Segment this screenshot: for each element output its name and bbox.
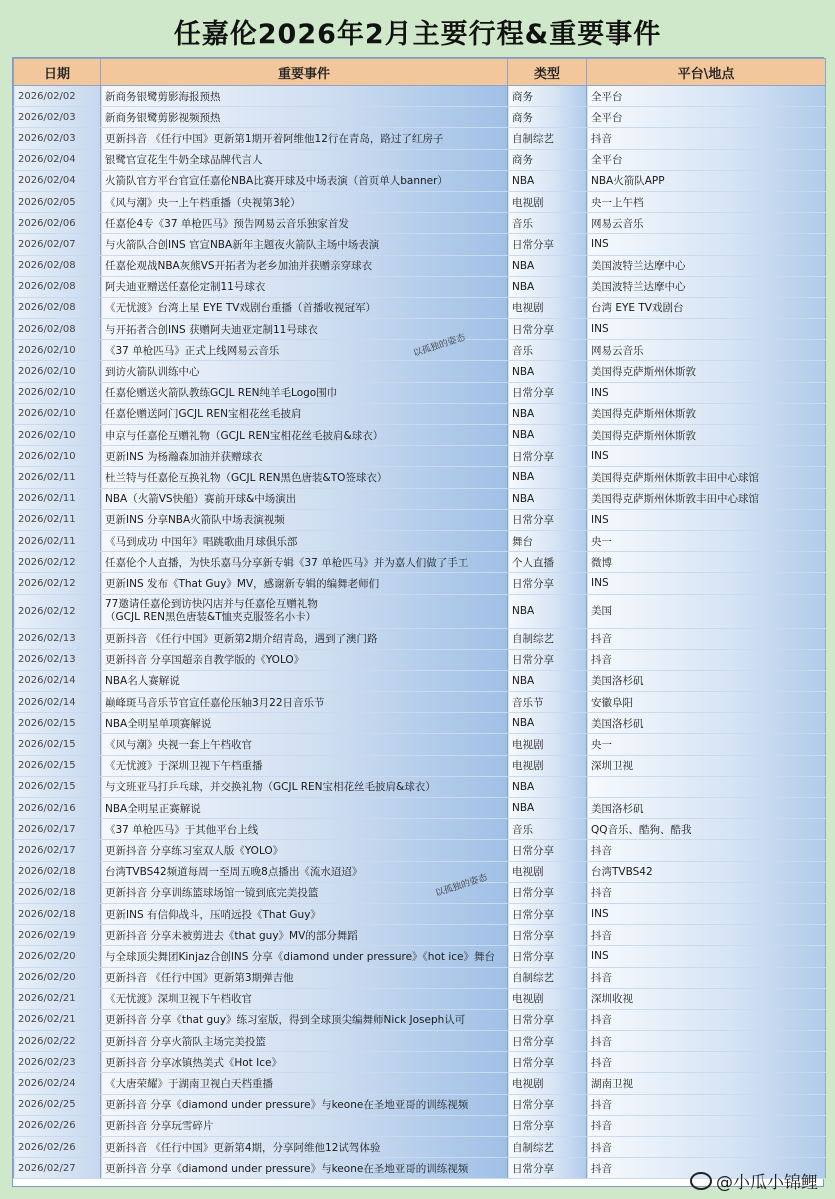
table-row [14,425,826,446]
cell-date: 2026/02/13 [14,649,101,670]
cell-date: 2026/02/19 [14,925,101,946]
cell-place: 美国得克萨斯州休斯敦 [587,403,826,424]
cell-place: 微博 [587,552,826,573]
cell-place: 抖音 [587,967,826,988]
cell-date: 2026/02/03 [14,128,101,149]
cell-place: 美国得克萨斯州休斯敦 [587,361,826,382]
cell-event: 杜兰特与任嘉伦互换礼物（GCJL REN黑色唐装&TO签球衣） [101,467,508,488]
cell-place: 安徽阜阳 [587,692,826,713]
cell-event: 更新抖音 分享练习室双人版《YOLO》 [101,840,508,861]
cell-type: 音乐 [508,213,587,234]
cell-type: NBA [508,467,587,488]
table-row [14,234,826,255]
cell-date: 2026/02/20 [14,967,101,988]
cell-type: NBA [508,361,587,382]
table-row [14,509,826,530]
table-row [14,1052,826,1073]
cell-event: 更新抖音 分享《diamond under pressure》与keone在圣地亚哥的训练视频 [101,1158,508,1179]
cell-place: 美国得克萨斯州休斯敦丰田中心球馆 [587,488,826,509]
cell-event: 《37 单枪匹马》正式上线网易云音乐 [101,340,508,361]
table-row [14,128,826,149]
cell-event: 任嘉伦观战NBA灰熊VS开拓者为老乡加油并获赠亲穿球衣 [101,255,508,276]
cell-type: NBA [508,776,587,797]
table-row [14,692,826,713]
cell-type: 电视剧 [508,988,587,1009]
cell-place: 网易云音乐 [587,213,826,234]
cell-place: 网易云音乐 [587,340,826,361]
cell-event: 77邀请任嘉伦到访快闪店并与任嘉伦互赠礼物 （GCJL REN黑色唐装&T恤夹克服签名小卡） [101,594,508,628]
cell-event: NBA全明星正赛解说 [101,798,508,819]
cell-type: 电视剧 [508,297,587,318]
cell-type: 日常分享 [508,1094,587,1115]
cell-date: 2026/02/15 [14,713,101,734]
cell-date: 2026/02/10 [14,425,101,446]
cell-place: 央一上午档 [587,191,826,212]
cell-event: 更新INS 发布《That Guy》MV，感谢新专辑的编舞老师们 [101,573,508,594]
cell-type: 日常分享 [508,840,587,861]
cell-date: 2026/02/15 [14,776,101,797]
cell-event: 更新抖音 分享训练篮球场馆一镜到底完美投篮 [101,882,508,903]
cell-type: 音乐节 [508,692,587,713]
cell-type: NBA [508,713,587,734]
cell-event: 与全球顶尖舞团Kinjaz合创INS 分享《diamond under pressure》《hot ice》舞台 [101,946,508,967]
cell-event: 阿夫迪亚赠送任嘉伦定制11号球衣 [101,276,508,297]
cell-date: 2026/02/11 [14,509,101,530]
cell-date: 2026/02/10 [14,382,101,403]
cell-type: 电视剧 [508,755,587,776]
table-row [14,776,826,797]
cell-place: 美国洛杉矶 [587,798,826,819]
cell-date: 2026/02/08 [14,255,101,276]
cell-date: 2026/02/13 [14,628,101,649]
cell-event: NBA名人赛解说 [101,670,508,691]
cell-event: NBA全明星单项赛解说 [101,713,508,734]
table-row [14,734,826,755]
cell-place: 抖音 [587,649,826,670]
cell-place: 抖音 [587,1009,826,1030]
cell-type: 商务 [508,149,587,170]
table-row [14,1073,826,1094]
cell-event: 《马到成功 中国年》唱跳歌曲月球俱乐部 [101,530,508,551]
table-body [14,86,826,1179]
cell-event: 《风与潮》央一上午档重播（央视第3轮） [101,191,508,212]
cell-date: 2026/02/24 [14,1073,101,1094]
table-row [14,276,826,297]
table-row [14,1137,826,1158]
table-row [14,594,826,628]
cell-place: 深圳卫视 [587,755,826,776]
cell-event: 《无忧渡》于深圳卫视下午档重播 [101,755,508,776]
cell-place: 美国波特兰达摩中心 [587,255,826,276]
cell-type: 日常分享 [508,946,587,967]
table-row [14,713,826,734]
cell-event: 更新INS 有信仰战斗，压哨远投《That Guy》 [101,903,508,924]
cell-place: 美国得克萨斯州休斯敦 [587,425,826,446]
cell-place: QQ音乐、酷狗、酷我 [587,819,826,840]
cell-date: 2026/02/21 [14,988,101,1009]
cell-place: INS [587,234,826,255]
table-row [14,86,826,107]
cell-date: 2026/02/14 [14,692,101,713]
cell-date: 2026/02/08 [14,297,101,318]
cell-type: 日常分享 [508,382,587,403]
cell-place: 抖音 [587,925,826,946]
cell-date: 2026/02/08 [14,276,101,297]
cell-date: 2026/02/12 [14,573,101,594]
cell-place: 台湾TVBS42 [587,861,826,882]
cell-event: 与开拓者合创INS 获赠阿夫迪亚定制11号球衣 [101,319,508,340]
cell-date: 2026/02/22 [14,1031,101,1052]
cell-event: 任嘉伦4专《37 单枪匹马》预告网易云音乐独家首发 [101,213,508,234]
table-row [14,1115,826,1136]
cell-event: 申京与任嘉伦互赠礼物（GCJL REN宝相花丝毛披肩&球衣） [101,425,508,446]
cell-place: 抖音 [587,1158,826,1179]
cell-type: NBA [508,594,587,628]
cell-event: 更新INS 分享NBA火箭队中场表演视频 [101,509,508,530]
weibo-icon [690,1172,712,1190]
cell-place: INS [587,319,826,340]
cell-date: 2026/02/27 [14,1158,101,1179]
cell-place [587,776,826,797]
cell-event: 任嘉伦赠送火箭队教练GCJL REN纯羊毛Logo围巾 [101,382,508,403]
table-row [14,988,826,1009]
cell-event: 更新INS 为杨瀚森加油并获赠球衣 [101,446,508,467]
table-row [14,798,826,819]
cell-type: 日常分享 [508,1031,587,1052]
cell-type: 日常分享 [508,925,587,946]
table-row [14,552,826,573]
cell-event: 任嘉伦赠送阿门GCJL REN宝相花丝毛披肩 [101,403,508,424]
cell-date: 2026/02/10 [14,361,101,382]
cell-date: 2026/02/12 [14,594,101,628]
cell-event: 更新抖音 分享火箭队主场完美投篮 [101,1031,508,1052]
cell-type: 自制综艺 [508,628,587,649]
cell-place: 美国波特兰达摩中心 [587,276,826,297]
table-row [14,403,826,424]
cell-place: 抖音 [587,1052,826,1073]
cell-date: 2026/02/11 [14,467,101,488]
cell-type: 日常分享 [508,882,587,903]
table-row [14,840,826,861]
cell-date: 2026/02/16 [14,798,101,819]
cell-date: 2026/02/10 [14,403,101,424]
cell-date: 2026/02/06 [14,213,101,234]
cell-date: 2026/02/14 [14,670,101,691]
cell-date: 2026/02/10 [14,446,101,467]
table-row [14,297,826,318]
table-row [14,361,826,382]
cell-place: 美国洛杉矶 [587,670,826,691]
cell-place: 抖音 [587,840,826,861]
cell-date: 2026/02/23 [14,1052,101,1073]
cell-event: 台湾TVBS42频道每周一至周五晚8点播出《流水迢迢》 [101,861,508,882]
cell-type: 自制综艺 [508,1137,587,1158]
table-row [14,1094,826,1115]
schedule-table [13,58,826,1179]
table-row [14,530,826,551]
cell-date: 2026/02/11 [14,530,101,551]
cell-date: 2026/02/21 [14,1009,101,1030]
cell-place: 全平台 [587,107,826,128]
cell-type: 音乐 [508,340,587,361]
table-row [14,107,826,128]
cell-type: 日常分享 [508,573,587,594]
cell-date: 2026/02/04 [14,149,101,170]
cell-type: 日常分享 [508,319,587,340]
table-row [14,925,826,946]
header-event: 重要事件 [101,59,508,86]
cell-date: 2026/02/18 [14,882,101,903]
cell-event: NBA（火箭VS快船）赛前开球&中场演出 [101,488,508,509]
overlay-watermark: 以孤独的姿态 [412,332,467,360]
table-row [14,149,826,170]
cell-type: 日常分享 [508,1158,587,1179]
cell-place: INS [587,573,826,594]
cell-event: 到访火箭队训练中心 [101,361,508,382]
cell-type: 电视剧 [508,1073,587,1094]
cell-type: 自制综艺 [508,967,587,988]
cell-event: 更新抖音 分享国超亲自教学版的《YOLO》 [101,649,508,670]
cell-date: 2026/02/17 [14,819,101,840]
cell-type: NBA [508,276,587,297]
cell-place: INS [587,509,826,530]
cell-event: 新商务银鹭剪影海报预热 [101,86,508,107]
cell-event: 巅峰斑马音乐节官宣任嘉伦压轴3月22日音乐节 [101,692,508,713]
cell-type: 音乐 [508,819,587,840]
cell-event: 更新抖音 《任行中国》更新第1期开着阿维他12行在青岛，路过了红房子 [101,128,508,149]
cell-type: 个人直播 [508,552,587,573]
table-row [14,882,826,903]
table-row [14,488,826,509]
cell-event: 《37 单枪匹马》于其他平台上线 [101,819,508,840]
table-row [14,191,826,212]
table-row [14,446,826,467]
cell-date: 2026/02/12 [14,552,101,573]
cell-event: 更新抖音 《任行中国》更新第2期介绍青岛，遇到了澳门路 [101,628,508,649]
cell-type: 电视剧 [508,861,587,882]
cell-date: 2026/02/17 [14,840,101,861]
cell-type: NBA [508,255,587,276]
cell-date: 2026/02/20 [14,946,101,967]
cell-place: 央一 [587,734,826,755]
cell-type: NBA [508,403,587,424]
page-title: 任嘉伦2026年2月主要行程&重要事件 [173,19,662,50]
table-row [14,319,826,340]
cell-event: 与文班亚马打乒乓球，并交换礼物（GCJL REN宝相花丝毛披肩&球衣） [101,776,508,797]
cell-date: 2026/02/26 [14,1115,101,1136]
cell-event: 银鹭官宣花生牛奶全球品牌代言人 [101,149,508,170]
header-date: 日期 [14,59,101,86]
schedule-table-container [12,57,824,1187]
table-row [14,213,826,234]
cell-event: 火箭队官方平台官宣任嘉伦NBA比赛开球及中场表演（首页单人banner） [101,170,508,191]
table-row [14,903,826,924]
cell-type: 电视剧 [508,191,587,212]
cell-place: NBA火箭队APP [587,170,826,191]
cell-place: INS [587,946,826,967]
table-row [14,628,826,649]
cell-place: 全平台 [587,86,826,107]
cell-place: 抖音 [587,628,826,649]
cell-date: 2026/02/11 [14,488,101,509]
cell-place: 抖音 [587,1031,826,1052]
cell-event: 任嘉伦个人直播，为快乐嘉马分享新专辑《37 单枪匹马》并为嘉人们做了手工 [101,552,508,573]
cell-type: 商务 [508,107,587,128]
table-row [14,382,826,403]
cell-type: 日常分享 [508,446,587,467]
cell-type: 日常分享 [508,1115,587,1136]
cell-type: 日常分享 [508,1009,587,1030]
cell-event: 与火箭队合创INS 官宣NBA新年主题夜火箭队主场中场表演 [101,234,508,255]
cell-type: 自制综艺 [508,128,587,149]
table-row [14,1009,826,1030]
cell-place: 美国洛杉矶 [587,713,826,734]
cell-event: 《大唐荣耀》于湖南卫视白天档重播 [101,1073,508,1094]
table-row [14,861,826,882]
cell-date: 2026/02/08 [14,319,101,340]
cell-place: 抖音 [587,1115,826,1136]
table-row [14,819,826,840]
table-row [14,946,826,967]
cell-place: INS [587,382,826,403]
cell-type: 舞台 [508,530,587,551]
cell-type: 日常分享 [508,649,587,670]
cell-date: 2026/02/18 [14,903,101,924]
cell-event: 新商务银鹭剪影视频预热 [101,107,508,128]
cell-event: 更新抖音 分享玩雪碎片 [101,1115,508,1136]
table-row [14,755,826,776]
table-row [14,1031,826,1052]
cell-type: 日常分享 [508,509,587,530]
table-row [14,649,826,670]
cell-place: 抖音 [587,1137,826,1158]
cell-date: 2026/02/02 [14,86,101,107]
cell-type: NBA [508,798,587,819]
table-row [14,255,826,276]
overlay-watermark: 以孤独的姿态 [434,872,489,900]
cell-place: 深圳收视 [587,988,826,1009]
cell-type: NBA [508,425,587,446]
cell-place: 抖音 [587,1094,826,1115]
cell-type: NBA [508,670,587,691]
cell-date: 2026/02/10 [14,340,101,361]
table-row [14,967,826,988]
table-row [14,670,826,691]
cell-type: 电视剧 [508,734,587,755]
cell-date: 2026/02/18 [14,861,101,882]
cell-event: 更新抖音 分享冰镇热美式《Hot Ice》 [101,1052,508,1073]
cell-date: 2026/02/15 [14,755,101,776]
cell-type: 日常分享 [508,903,587,924]
cell-event: 《风与潮》央视一套上午档收官 [101,734,508,755]
cell-event: 更新抖音 分享《diamond under pressure》与keone在圣地亚哥的训练视频 [101,1094,508,1115]
cell-date: 2026/02/25 [14,1094,101,1115]
cell-event: 更新抖音 分享未被剪进去《that guy》MV的部分舞蹈 [101,925,508,946]
cell-type: 商务 [508,86,587,107]
table-row [14,467,826,488]
cell-date: 2026/02/15 [14,734,101,755]
cell-place: 台湾 EYE TV戏剧台 [587,297,826,318]
cell-event: 更新抖音 分享《that guy》练习室版，得到全球顶尖编舞师Nick Joseph认可 [101,1009,508,1030]
cell-type: NBA [508,488,587,509]
cell-place: 美国得克萨斯州休斯敦丰田中心球馆 [587,467,826,488]
cell-date: 2026/02/03 [14,107,101,128]
table-header-row [14,59,826,86]
cell-place: 抖音 [587,128,826,149]
cell-place: 湖南卫视 [587,1073,826,1094]
cell-place: 美国 [587,594,826,628]
cell-place: 央一 [587,530,826,551]
cell-place: INS [587,446,826,467]
cell-place: 抖音 [587,882,826,903]
cell-date: 2026/02/05 [14,191,101,212]
cell-event: 更新抖音 《任行中国》更新第4期，分享阿维他12试驾体验 [101,1137,508,1158]
cell-place: INS [587,903,826,924]
cell-type: 日常分享 [508,234,587,255]
header-type: 类型 [508,59,587,86]
cell-type: 日常分享 [508,1052,587,1073]
watermark-text: @小瓜小锦鲤 [716,1173,818,1193]
cell-event: 更新抖音 《任行中国》更新第3期弹吉他 [101,967,508,988]
cell-event: 《无忧渡》深圳卫视下午档收官 [101,988,508,1009]
cell-date: 2026/02/26 [14,1137,101,1158]
cell-place: 全平台 [587,149,826,170]
weibo-watermark [690,1168,818,1193]
cell-date: 2026/02/07 [14,234,101,255]
table-row [14,170,826,191]
cell-event: 《无忧渡》台湾上星 EYE TV戏剧台重播（首播收视冠军） [101,297,508,318]
table-row [14,573,826,594]
cell-date: 2026/02/04 [14,170,101,191]
cell-type: NBA [508,170,587,191]
header-place: 平台\地点 [587,59,826,86]
